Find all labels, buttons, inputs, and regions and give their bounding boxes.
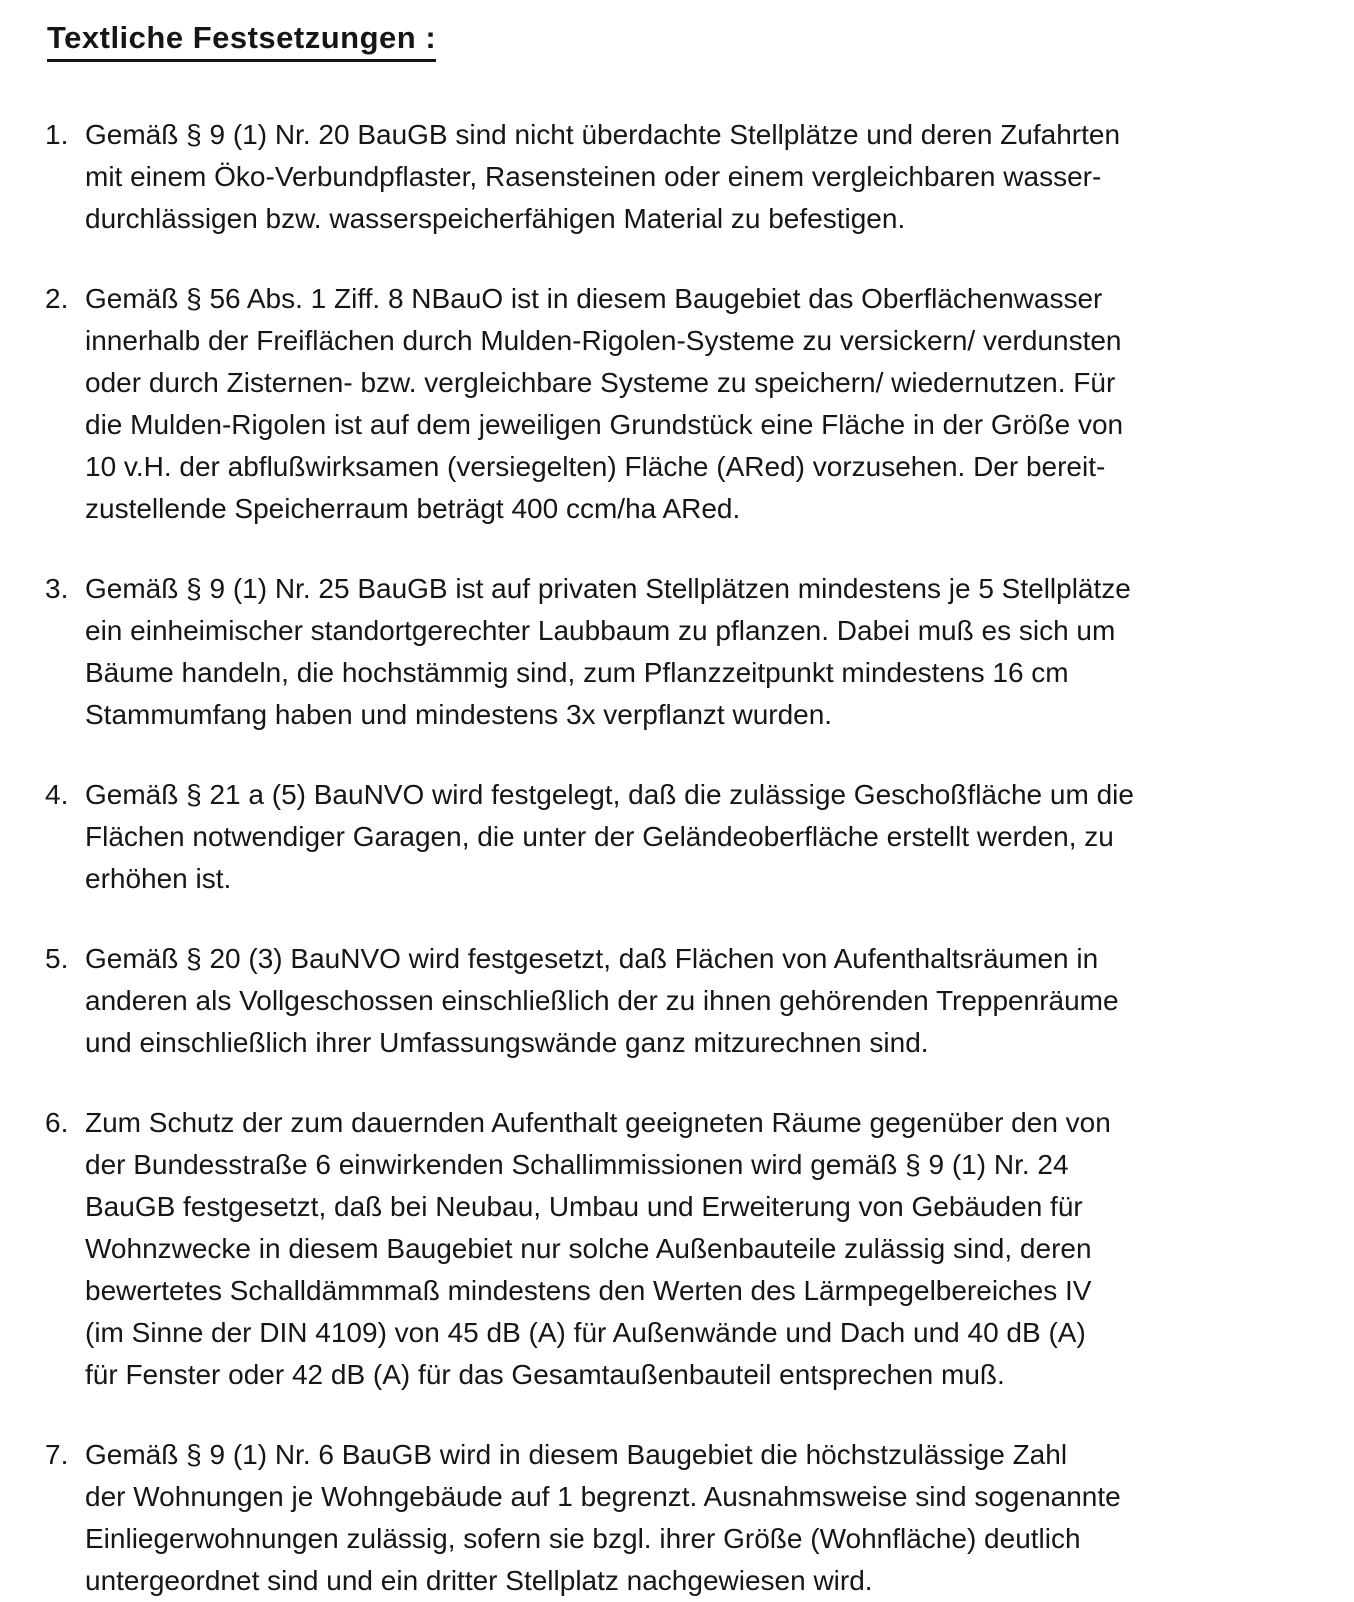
text-line: mit einem Öko-Verbundpflaster, Rasensteinen oder einem vergleichbaren wasser- bbox=[85, 161, 1102, 192]
text-line: 10 v.H. der abflußwirksamen (versiegelten) Fläche (ARed) vorzusehen. Der bereit- bbox=[85, 451, 1106, 482]
text-line: innerhalb der Freiflächen durch Mulden-Rigolen-Systeme zu versickern/ verdunsten bbox=[85, 325, 1122, 356]
text-line: Bäume handeln, die hochstämmig sind, zum Pflanzzeitpunkt mindestens 16 cm bbox=[85, 657, 1069, 688]
text-line: zustellende Speicherraum beträgt 400 ccm/ha ARed. bbox=[85, 493, 741, 524]
text-line: anderen als Vollgeschossen einschließlich der zu ihnen gehörenden Treppenräume bbox=[85, 985, 1119, 1016]
text-line: ein einheimischer standortgerechter Laubbaum zu pflanzen. Dabei muß es sich um bbox=[85, 615, 1116, 646]
text-line: bewertetes Schalldämmmaß mindestens den Werten des Lärmpegelbereiches IV bbox=[85, 1275, 1092, 1306]
text-line: Zum Schutz der zum dauernden Aufenthalt geeigneten Räume gegenüber den von bbox=[85, 1107, 1111, 1138]
item-text bbox=[85, 1102, 1334, 1396]
text-line: (im Sinne der DIN 4109) von 45 dB (A) für Außenwände und Dach und 40 dB (A) bbox=[85, 1317, 1086, 1348]
item-text bbox=[85, 938, 1334, 1064]
item-number: 2. bbox=[45, 283, 69, 314]
festsetzung-item-5 bbox=[45, 938, 1334, 1064]
text-line: Gemäß § 9 (1) Nr. 6 BauGB wird in diesem Baugebiet die höchstzulässige Zahl bbox=[85, 1439, 1068, 1470]
text-line: Gemäß § 9 (1) Nr. 20 BauGB sind nicht überdachte Stellplätze und deren Zufahrten bbox=[85, 119, 1121, 150]
text-line: Flächen notwendiger Garagen, die unter der Geländeoberfläche erstellt werden, zu bbox=[85, 821, 1114, 852]
item-text bbox=[85, 568, 1334, 736]
item-number: 4. bbox=[45, 779, 69, 810]
festsetzung-item-4 bbox=[45, 774, 1334, 900]
text-line: der Wohnungen je Wohngebäude auf 1 begrenzt. Ausnahmsweise sind sogenannte bbox=[85, 1481, 1121, 1512]
festsetzung-item-3 bbox=[45, 568, 1334, 736]
text-line: untergeordnet sind und ein dritter Stellplatz nachgewiesen wird. bbox=[85, 1565, 873, 1596]
text-line: Gemäß § 21 a (5) BauNVO wird festgelegt, daß die zulässige Geschoßfläche um die bbox=[85, 779, 1134, 810]
item-text bbox=[85, 1434, 1334, 1602]
text-line: für Fenster oder 42 dB (A) für das Gesamtaußenbauteil entsprechen muß. bbox=[85, 1359, 1005, 1390]
text-line: die Mulden-Rigolen ist auf dem jeweiligen Grundstück eine Fläche in der Größe von bbox=[85, 409, 1124, 440]
festsetzung-item-2 bbox=[45, 278, 1334, 530]
text-line: Gemäß § 9 (1) Nr. 25 BauGB ist auf privaten Stellplätzen mindestens je 5 Stellplätze bbox=[85, 573, 1131, 604]
item-text bbox=[85, 114, 1334, 240]
item-text bbox=[85, 278, 1334, 530]
festsetzung-item-6 bbox=[45, 1102, 1334, 1396]
item-number: 5. bbox=[45, 943, 69, 974]
text-line: durchlässigen bzw. wasserspeicherfähigen Material zu befestigen. bbox=[85, 203, 906, 234]
text-line: oder durch Zisternen- bzw. vergleichbare Systeme zu speichern/ wiedernutzen. Für bbox=[85, 367, 1116, 398]
text-line: Wohnzwecke in diesem Baugebiet nur solche Außenbauteile zulässig sind, deren bbox=[85, 1233, 1092, 1264]
item-number: 3. bbox=[45, 573, 69, 604]
festsetzung-item-7 bbox=[45, 1434, 1334, 1602]
text-line: Gemäß § 56 Abs. 1 Ziff. 8 NBauO ist in diesem Baugebiet das Oberflächenwasser bbox=[85, 283, 1103, 314]
text-line: Gemäß § 20 (3) BauNVO wird festgesetzt, daß Flächen von Aufenthaltsräumen in bbox=[85, 943, 1099, 974]
text-line: Stammumfang haben und mindestens 3x verpflanzt wurden. bbox=[85, 699, 833, 730]
page-title: Textliche Festsetzungen : bbox=[47, 20, 436, 62]
text-line: BauGB festgesetzt, daß bei Neubau, Umbau und Erweiterung von Gebäuden für bbox=[85, 1191, 1083, 1222]
text-line: der Bundesstraße 6 einwirkenden Schallimmissionen wird gemäß § 9 (1) Nr. 24 bbox=[85, 1149, 1069, 1180]
item-number: 6. bbox=[45, 1107, 69, 1138]
text-line: erhöhen ist. bbox=[85, 863, 232, 894]
item-number: 7. bbox=[45, 1439, 69, 1470]
text-line: und einschließlich ihrer Umfassungswände ganz mitzurechnen sind. bbox=[85, 1027, 929, 1058]
item-text bbox=[85, 774, 1334, 900]
text-line: Einliegerwohnungen zulässig, sofern sie bzgl. ihrer Größe (Wohnfläche) deutlich bbox=[85, 1523, 1081, 1554]
festsetzung-item-1 bbox=[45, 114, 1334, 240]
title-wrap bbox=[45, 14, 1334, 62]
item-number: 1. bbox=[45, 119, 69, 150]
